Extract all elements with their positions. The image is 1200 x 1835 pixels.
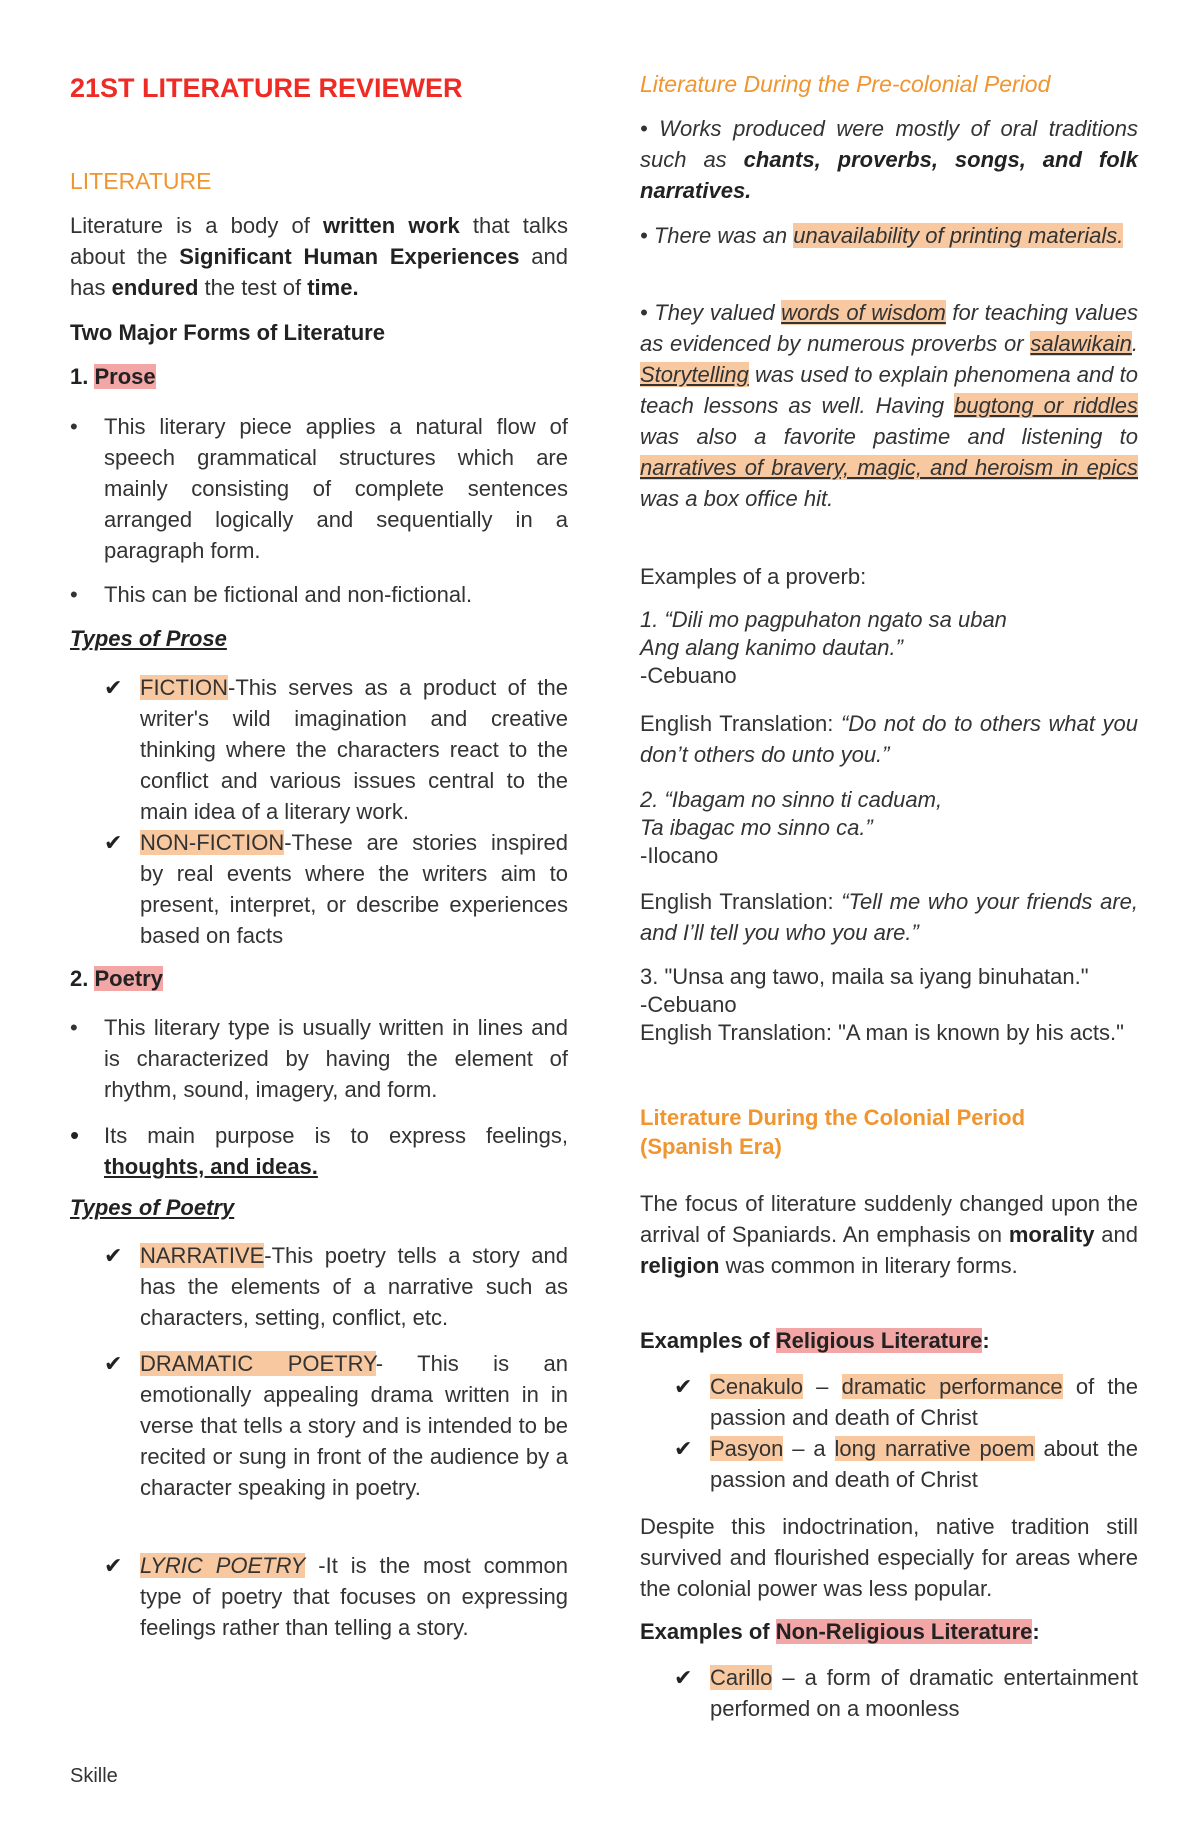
translation-2: English Translation: “Tell me who your friends are, and I’ll tell you who you are.” <box>640 889 1139 945</box>
checkmark-icon: ✔ <box>674 1436 693 1461</box>
literature-definition: Literature is a body of written work that talks about the Significant Human Experiences and has endured the test of time. <box>70 213 569 300</box>
religious-examples-heading: Examples of Religious Literature: <box>640 1328 990 1353</box>
precolonial-bullet-printing: • There was an unavailability of printing materials. <box>640 223 1124 248</box>
poetry-heading: 2. Poetry <box>70 966 163 991</box>
checkmark-icon: ✔ <box>104 1351 123 1376</box>
two-forms-heading: Two Major Forms of Literature <box>70 320 385 345</box>
checkmark-icon: ✔ <box>674 1374 693 1399</box>
prose-heading: 1. Prose <box>70 364 156 389</box>
colonial-heading: Literature During the Colonial Period (Spanish Era) <box>640 1105 1026 1159</box>
proverb-2: 2. “Ibagam no sinno ti caduam, Ta ibagac mo sinno ca.” -Ilocano <box>640 787 943 868</box>
non-religious-examples-heading: Examples of Non-Religious Literature: <box>640 1619 1040 1644</box>
precolonial-bullet-oral: • Works produced were mostly of oral traditions such as chants, proverbs, songs, and folk narratives. <box>640 116 1138 203</box>
translation-1: English Translation: “Do not do to others what you don’t others do unto you.” <box>640 711 1138 767</box>
types-of-prose-heading: Types of Prose <box>70 626 227 651</box>
proverb-3: 3. "Unsa ang tawo, maila sa iyang binuhatan." -Cebuano English Translation: "A man is known by his acts." <box>640 964 1124 1045</box>
examples-of-proverb-label: Examples of a proverb: <box>640 564 867 589</box>
checkmark-icon: ✔ <box>104 1243 123 1268</box>
checkmark-icon: ✔ <box>104 675 123 700</box>
proverb-1: 1. “Dili mo pagpuhaton ngato sa uban Ang alang kanimo dautan.” -Cebuano <box>640 607 1007 688</box>
page-title: 21ST LITERATURE REVIEWER <box>70 73 463 103</box>
precolonial-heading: Literature During the Pre-colonial Period <box>640 71 1051 97</box>
footer-brand: Skille <box>70 1765 118 1787</box>
precolonial-bullet-wisdom: • They valued words of wisdom for teaching values as evidenced by numerous proverbs or salawikain. Storytelling was used to explain phenomena and to teach lessons as well. Having bugtong or riddles was also a favorite pastime and listening to narratives of bravery, magic, and heroism in epics was a box office hit. <box>640 300 1139 511</box>
colonial-paragraph: The focus of literature suddenly changed upon the arrival of Spaniards. An emphasis on morality and religion was common in literary forms. <box>640 1191 1138 1278</box>
bullet-icon: • <box>70 1015 78 1040</box>
despite-paragraph: Despite this indoctrination, native tradition still survived and flourished especially for areas where the colonial power was less popular. <box>640 1514 1138 1601</box>
checkmark-icon: ✔ <box>104 1553 123 1578</box>
bullet-icon: • <box>70 1120 80 1150</box>
section-heading-literature: LITERATURE <box>70 168 212 194</box>
types-of-poetry-heading: Types of Poetry <box>70 1195 235 1220</box>
bullet-icon: • <box>70 582 78 607</box>
checkmark-icon: ✔ <box>674 1665 693 1690</box>
bullet-icon: • <box>70 414 78 439</box>
checkmark-icon: ✔ <box>104 830 123 855</box>
